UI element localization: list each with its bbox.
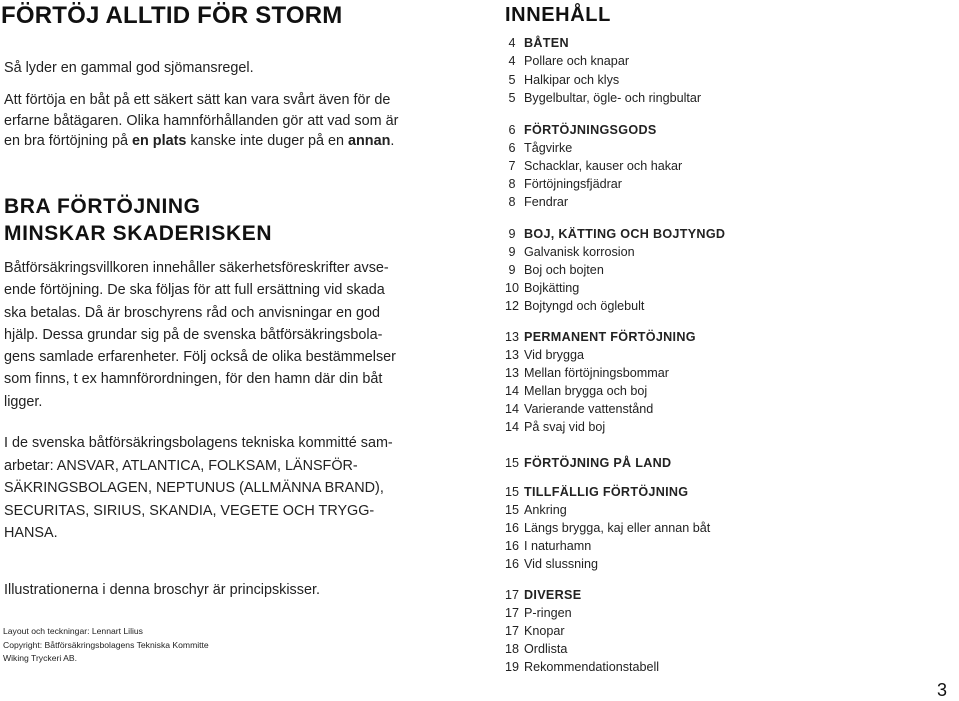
toc-entry-text: Vid slussning [524,557,598,571]
toc-page-number: 16 [504,557,519,571]
toc-entry-text: BÅTEN [524,36,569,50]
toc-entry-text: FÖRTÖJNING PÅ LAND [524,456,672,470]
toc-entry [500,140,572,156]
toc-entry [500,520,710,536]
toc-page-number: 9 [508,227,516,241]
toc-entry [500,53,629,69]
page-title: FÖRTÖJ ALLTID FÖR STORM [1,2,343,29]
toc-entry [500,298,644,314]
toc-page-number: 8 [508,177,516,191]
toc-entry-text: Schacklar, kauser och hakar [524,159,683,173]
toc-entry [500,659,659,675]
toc-page-number: 4 [508,54,516,68]
toc-entry [500,280,579,296]
toc-page-number: 17 [504,606,519,620]
toc-page-number: 12 [504,299,519,313]
section-heading: BRA FÖRTÖJNING MINSKAR SKADERISKEN [4,195,273,245]
toc-entry [500,194,568,210]
toc-page-number: 18 [504,642,519,656]
toc-page-number: 9 [508,245,516,259]
toc-entry-text: Ankring [524,503,567,517]
toc-page-number: 5 [508,91,516,105]
toc-page-number: 7 [508,159,516,173]
toc-page-number: 15 [504,485,519,499]
credit-print: Wiking Tryckeri AB. [3,653,78,663]
toc-entry-text: Bojtyngd och öglebult [524,299,645,313]
toc-entry [500,244,635,260]
toc-page-number: 14 [504,420,519,434]
toc-entry-text: Pollare och knapar [524,54,630,68]
toc-entry [500,623,565,639]
toc-page-number: 13 [504,348,519,362]
intro-line: erfarne båtägaren. Olika hamnförhållanden gör att vad som är [4,112,399,129]
toc-entry [500,538,591,554]
toc-page-number: 14 [504,402,519,416]
toc-entry-text: Rekommendationstabell [524,660,660,674]
toc-entry-text: P-ringen [524,606,572,620]
toc-page-number: 14 [504,384,519,398]
body-line: ska betalas. Då är broschyrens råd och anvisningar en god [4,304,380,321]
toc-page-number: 10 [504,281,519,295]
toc-section-heading [500,122,657,138]
toc-entry [500,90,701,106]
body-line: HANSA. [4,525,58,541]
toc-page-number: 4 [508,36,516,50]
toc-entry [500,176,622,192]
toc-entry-text: Längs brygga, kaj eller annan båt [524,521,711,535]
toc-page-number: 19 [504,660,519,674]
credits [3,625,209,666]
toc-page-number: 17 [504,624,519,638]
toc-entry-text: Tågvirke [524,141,573,155]
saying: Så lyder en gammal god sjömansregel. [4,60,254,76]
toc-entry-text: Bojkätting [524,281,580,295]
toc-entry [500,72,619,88]
toc-entry-text: Boj och bojten [524,263,604,277]
toc-page-number: 13 [504,330,519,344]
toc-section-heading [500,329,696,345]
toc-page-number: 15 [504,456,519,470]
toc-entry-text: TILLFÄLLIG FÖRTÖJNING [524,485,689,499]
toc-entry-text: Mellan förtöjningsbommar [524,366,669,380]
toc-entry [500,556,598,572]
toc-entry-text: BOJ, KÄTTING OCH BOJTYNGD [524,227,726,241]
toc-entry-text: Galvanisk korrosion [524,245,635,259]
body-line: gens samlade erfarenheter. Följ också de olika bestämmelser [4,349,396,366]
illustrations-note: Illustrationerna i denna broschyr är principskisser. [4,582,320,598]
toc-entry-text: DIVERSE [524,588,582,602]
intro-line: Att förtöja en båt på ett säkert sätt kan vara svårt även för de [4,92,391,108]
body-line: Båtförsäkringsvillkoren innehåller säkerhetsföreskrifter avse- [4,260,389,276]
toc-entry [500,641,567,657]
toc-entry [500,262,604,278]
credit-layout: Layout och teckningar: Lennart Lilius [3,626,143,636]
toc-entry [500,158,682,174]
body-line: ligger. [4,393,43,410]
insurance-paragraph [4,257,469,413]
toc-section-heading [500,484,688,500]
toc-entry-text: Bygelbultar, ögle- och ringbultar [524,91,702,105]
toc-entry [500,383,647,399]
toc-entry-text: Fendrar [524,195,569,209]
body-line: ende förtöjning. De ska följas för att full ersättning vid skada [4,282,385,299]
body-line: SÄKRINGSBOLAGEN, NEPTUNUS (ALLMÄNNA BRAND), [4,480,384,496]
toc-page-number: 6 [508,123,516,137]
toc-entry-text: PERMANENT FÖRTÖJNING [524,330,696,344]
page-number: 3 [937,680,948,700]
toc-page-number: 17 [504,588,519,602]
toc-section-heading [500,455,671,471]
body-line: hjälp. Dessa grundar sig på de svenska båtförsäkringsbola- [4,326,383,343]
credit-copyright: Copyright: Båtförsäkringsbolagens Tekniska Kommitte [3,639,209,650]
toc-entry-text: Förtöjningsfjädrar [524,177,622,191]
toc-entry [500,605,572,621]
toc-page-number: 16 [504,539,519,553]
emphasis: en plats [132,133,187,149]
toc-entry [500,365,669,381]
body-line: SECURITAS, SIRIUS, SKANDIA, VEGETE OCH TRYGG- [4,502,375,519]
toc-entry-text: I naturhamn [524,539,592,553]
toc-entry [500,401,653,417]
toc-entry-text: På svaj vid boj [524,420,606,434]
toc-entry [500,502,567,518]
toc-section-heading [500,587,581,603]
intro-line: en bra förtöjning på en plats kanske inte duger på en annan. [4,133,395,149]
toc-entry-text: Mellan brygga och boj [524,384,648,398]
toc-page-number: 8 [508,195,516,209]
toc-entry [500,419,605,435]
toc-title: INNEHÅLL [505,4,611,26]
toc-page-number: 9 [508,263,516,277]
toc-page-number: 15 [504,503,519,517]
toc-section-heading [500,35,569,51]
toc-page-number: 5 [508,73,516,87]
toc-entry-text: Vid brygga [524,348,584,362]
toc-page-number: 16 [504,521,519,535]
intro-paragraph [4,90,474,152]
toc-entry-text: Varierande vattenstånd [524,402,654,416]
body-line: I de svenska båtförsäkringsbolagens tekniska kommitté sam- [4,435,393,451]
toc-entry-text: FÖRTÖJNINGSGODS [524,123,657,137]
toc-page-number: 6 [508,141,516,155]
toc-section-heading [500,226,725,242]
toc-entry-text: Knopar [524,624,565,638]
toc-page-number: 13 [504,366,519,380]
toc-entry-text: Ordlista [524,642,568,656]
body-line: arbetar: ANSVAR, ATLANTICA, FOLKSAM, LÄNSFÖR- [4,457,358,474]
toc-entry [500,347,584,363]
committee-paragraph [4,432,474,545]
emphasis: annan [348,133,391,149]
body-line: som finns, t ex hamnförordningen, för den hamn där din båt [4,371,383,388]
toc-entry-text: Halkipar och klys [524,73,620,87]
